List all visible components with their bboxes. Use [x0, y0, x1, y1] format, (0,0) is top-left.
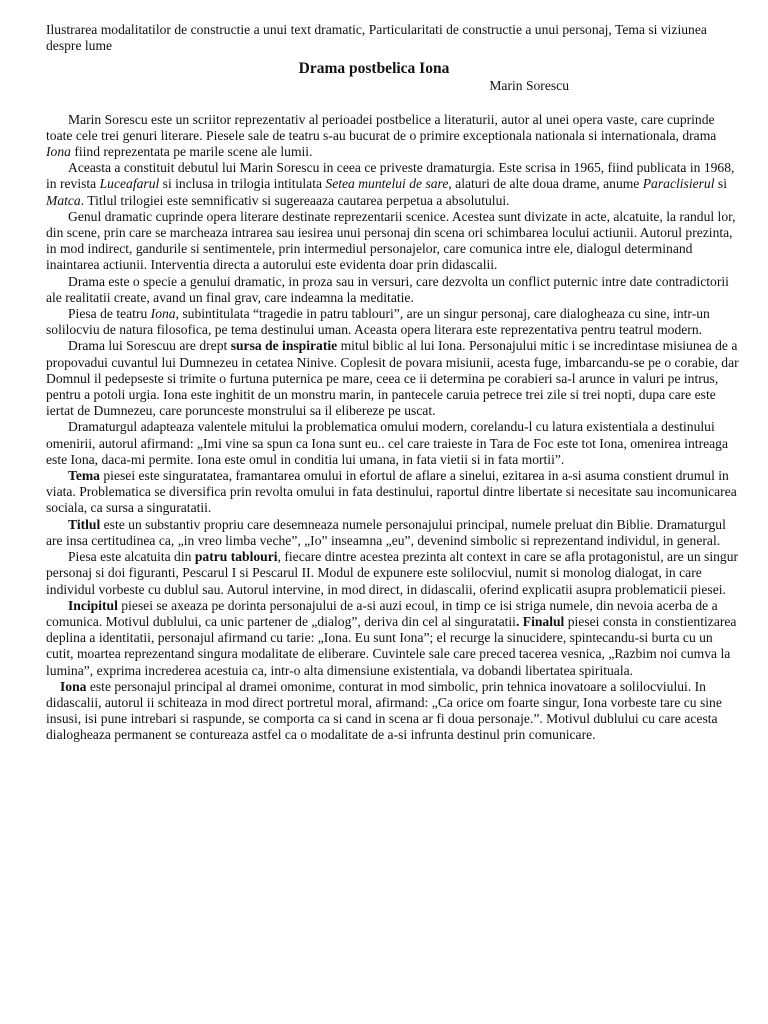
paragraph-7: Dramaturgul adapteaza valentele mitului la problematica omului modern, corelandu-l cu latura existentiala a destinului omenirii, autorul afirmand: „Imi vine sa spun ca Iona sunt eu.. cel care traieste in Tara de Foc este tot Iona, omenirea intreaga este Iona, daca-mi permite. Iona este omul in conditia lui umana, in fata vietii si in fata mortii”. [46, 419, 728, 467]
header-note: Ilustrarea modalitatilor de constructie a unui text dramatic, Particularitati de constructie a unui personaj, Tema si viziunea despre lume [46, 22, 707, 54]
paragraph-12: Iona este personajul principal al dramei omonime, conturat in mod simbolic, prin tehnica inovatoare a solilocviului. In didascalii, autorul ii schiteaza in mod direct portretul moral, afirmand: „Ca orice om foarte singur, Iona vorbeste tare cu sine insusi, isi pune intrebari si raspunde, se comporta ca si cand in scena ar fi doua personaje.”. Motivul dublului cu care acesta dialogheaza permanent se contureaza astfel ca o modalitate de a-si infrunta destinul prin comunicare. [46, 678, 722, 743]
paragraph-4: Drama este o specie a genului dramatic, in proza sau in versuri, care dezvolta un conflict puternic intre date contradictorii ale realitatii create, avand un final grav, care indeamna la meditatie. [46, 273, 729, 305]
paragraph-3: Genul dramatic cuprinde opera literare destinate reprezentarii scenice. Acestea sunt divizate in acte, alcatuite, la randul lor, din scene, prin care se marcheaza intrarea sau iesirea unui personaj din scena ori schimbarea locului actiunii. Autorul prezinta, in mod indirect, gandurile si sentimentele, prin intermediul personajelor, care comunica intre ele, dialogul determinand inaintarea actiunii. Interventia directa a autorului este evidenta doar prin didascalii. [46, 208, 736, 273]
paragraph-5: Piesa de teatru Iona, subintitulata “tragedie in patru tablouri”, are un singur personaj, care dialogheaza cu sine, intr-un solilocviu de natura filosofica, pe tema destinului uman. Aceasta opera literara este reprezentativa pentru teatrul modern. [46, 306, 710, 338]
document-title: Drama postbelica Iona [298, 60, 450, 78]
author-name: Marin Sorescu [489, 78, 569, 94]
paragraph-2: Aceasta a constituit debutul lui Marin Sorescu in ceea ce priveste dramaturgia. Este scrisa in 1965, fiind publicata in 1968, in revista Luceafarul si inclusa in trilogia intitulata Setea muntelui de sare, alaturi de alte doua drame, anume Paraclisierul si Matca. Titlul trilogiei este semnificativ si sugereaaza cautarea perpetua a absolutului. [46, 160, 735, 208]
paragraph-9: Titlul este un substantiv propriu care desemneaza numele personajului principal, numele preluat din Biblie. Dramaturgul are insa certitudinea ca, „in vreo limba veche”, „Io” inseamna „eu”, devenind simbolic si reprezentand individul, in general. [46, 516, 726, 548]
paragraph-11: Incipitul piesei se axeaza pe dorinta personajului de a-si auzi ecoul, in timp ce isi striga numele, din nevoia acerba de a comunica. Motivul dublului, ca unic partener de „dialog”, deriva din cel al singuratatii. Finalul piesei consta in constientizarea deplina a identitatii, personajul afirmand cu tarie: „Iona. Eu sunt Iona”; el recurge la sinucidere, spintecandu-si burta cu un cutit, moartea reprezentand singura modalitate de eliberare. Cuvintele sale care preced tacerea vesnica, „Razbim noi cumva la lumina”, exprima increderea acestuia ca, intr-o alta dimensiune existentiala, va dobandi libertatea spirituala. [46, 597, 737, 678]
paragraph-8: Tema piesei este singuratatea, framantarea omului in efortul de aflare a sinelui, ezitarea in a-si asuma constient drumul in viata. Problematica se diversifica prin revolta omului in fata destinului, raportul dintre libertate si necesitate sau incomunicarea sociala, ca sursa a singuratatii. [46, 468, 737, 516]
paragraph-1: Marin Sorescu este un scriitor reprezentativ al perioadei postbelice a literaturii, autor al unei opera vaste, care cuprinde toate cele trei genuri literare. Piesele sale de teatru s-au bucurat de o primire exceptionala nationala si internationala, drama Iona fiind reprezentata pe marile scene ale lumii. [46, 111, 717, 160]
paragraph-6: Drama lui Sorescuu are drept sursa de inspiratie mitul biblic al lui Iona. Personajului mitic i se incredintase misiunea de a propovadui cuvantul lui Dumnezeu in cetatea Ninive. Coplesit de povara misiunii, acesta fuge, imbarcandu-se pe o corabie, dar Domnul il pedepseste si trimite o furtuna puternica pe mare, ceea ce ii determina pe corabieri sa-l arunce in valuri pe intrus, pentru a potoli urgia. Iona este inghitit de un monstru marin, in pantecele caruia petrece trei zile si trei nopti, dupa care este iertat de Dumnezeu, care porunceste monstrului sa il elibereze pe uscat. [46, 338, 739, 419]
paragraph-10: Piesa este alcatuita din patru tablouri, fiecare dintre acestea prezinta alt context in care se afla protagonistul, are un singur personaj si doi figuranti, Pescarul I si Pescarul II. Modul de expunere este solilocviul, numit si monolog dialogat, in care individul vorbeste cu dublul sau. Autorul intervine, in mod direct, in didascalii, oferind explicatii asupra problematicii piesei. [46, 549, 739, 597]
